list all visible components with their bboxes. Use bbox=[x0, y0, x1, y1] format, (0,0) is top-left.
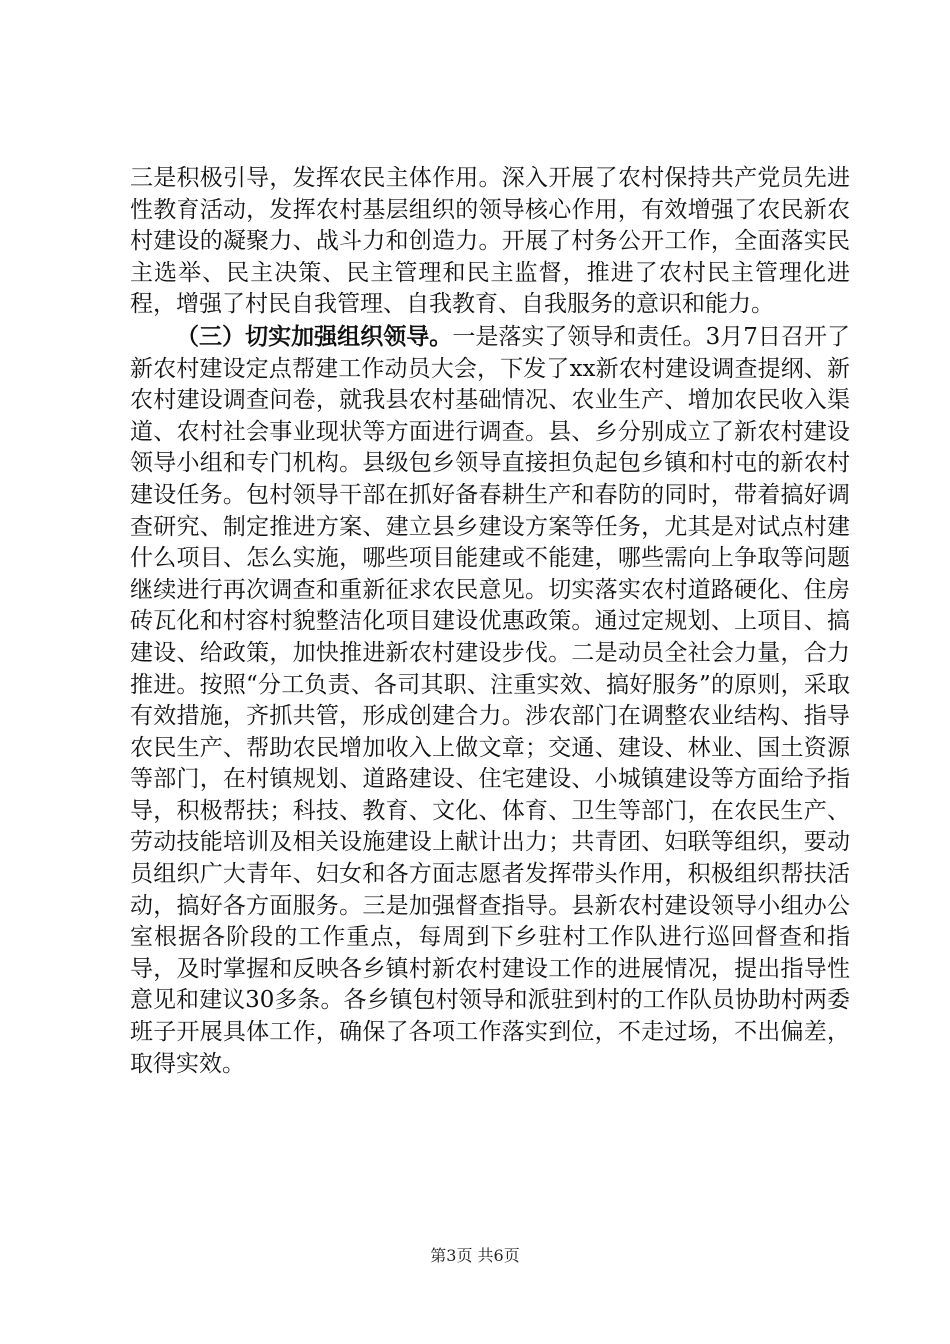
paragraph-1: 三是积极引导，发挥农民主体作用。深入开展了农村保持共产党员先进性教育活动，发挥农村基层组织的领导核心作用，有效增强了农民新农村建设的凝聚力、战斗力和创造力。开展了村务公开工作，全面落实民主选举、民主决策、民主管理和民主监督，推进了农村民主管理化进程，增强了村民自我管理、自我教育、自我服务的意识和能力。 bbox=[130, 165, 850, 318]
page-number-footer: 第3页 共6页 bbox=[430, 1246, 520, 1265]
paragraph-2-body: 一是落实了领导和责任。3月7日召开了新农村建设定点帮建工作动员大会，下发了xx新农村建设调查提纲、新农村建设调查问卷，就我县农村基础情况、农业生产、增加农民收入渠道、农村社会事业现状等方面进行调查。县、乡分别成立了新农村建设领导小组和专门机构。县级包乡领导直接担负起包乡镇和村屯的新农村建设任务。包村领导干部在抓好备春耕生产和春防的同时，带着搞好调查研究、制定推进方案、建立县乡建设方案等任务，尤其是对试点村建什么项目、怎么实施，哪些项目能建或不能建，哪些需向上争取等问题继续进行再次调查和重新征求农民意见。切实落实农村道路硬化、住房砖瓦化和村容村貌整洁化项目建设优惠政策。通过定规划、上项目、搞建设、给政策，加快推进新农村建设步伐。二是动员全社会力量，合力推进。按照“分工负责、各司其职、注重实效、搞好服务”的原则，采取有效措施，齐抓共管，形成创建合力。涉农部门在调整农业结构、指导农民生产、帮助农民增加收入上做文章；交通、建设、林业、国土资源等部门，在村镇规划、道路建设、住宅建设、小城镇建设等方面给予指导，积极帮扶；科技、教育、文化、体育、卫生等部门，在农民生产、劳动技能培训及相关设施建设上献计出力；共青团、妇联等组织，要动员组织广大青年、妇女和各方面志愿者发挥带头作用，积极组织帮扶活动，搞好各方面服务。三是加强督查指导。县新农村建设领导小组办公室根据各阶段的工作重点，每周到下乡驻村工作队进行巡回督查和指导，及时掌握和反映各乡镇村新农村建设工作的进展情况，提出指导性意见和建议30多条。各乡镇包村领导和派驻到村的工作队员协助村两委班子开展具体工作，确保了各项工作落实到位，不走过场，不出偏差，取得实效。 bbox=[130, 323, 851, 1077]
section-heading: （三）切实加强组织领导。 bbox=[176, 322, 453, 350]
document-body bbox=[130, 163, 850, 1080]
paragraph-2 bbox=[130, 321, 850, 1080]
